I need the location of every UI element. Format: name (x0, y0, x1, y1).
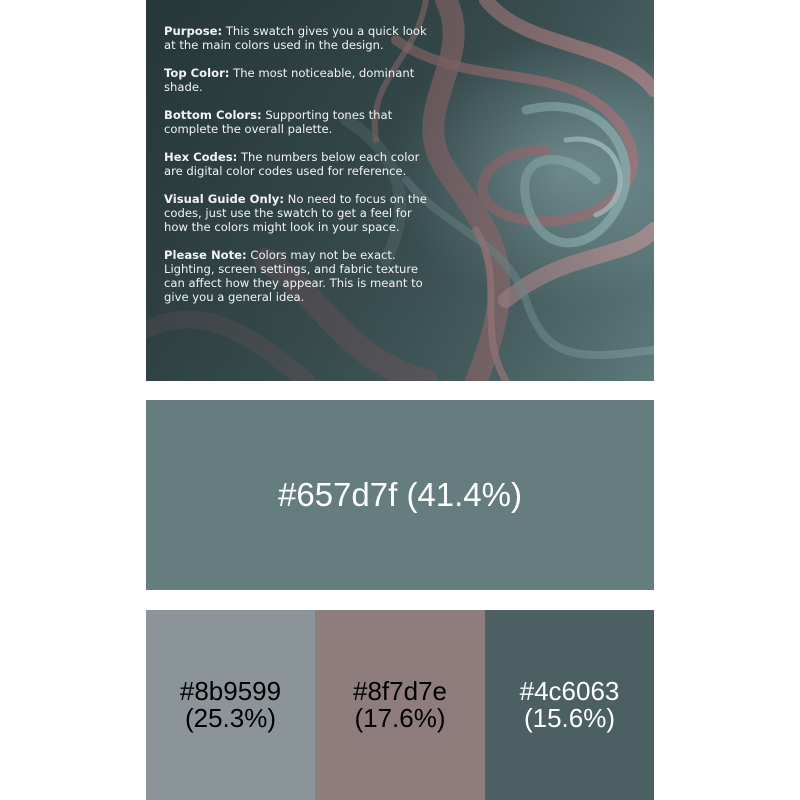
swatch-notes (164, 24, 434, 318)
swatch-percentage: (15.6%) (523, 703, 616, 733)
note-text: Supporting tones that complete the overall palette. (164, 108, 393, 136)
swatch-percentage: (25.3%) (184, 703, 277, 733)
marble-texture-panel (146, 0, 654, 381)
supporting-color-swatch-2 (315, 610, 485, 800)
swatch-hex-code: #8b9599 (179, 676, 282, 706)
note-heading: Hex Codes: (164, 150, 238, 164)
note-hex-codes (164, 150, 434, 178)
note-bottom-colors (164, 108, 434, 136)
note-text: The numbers below each color are digital color codes used for reference. (164, 150, 420, 178)
swatch-label (520, 678, 620, 732)
swatch-label (353, 678, 447, 732)
swatch-label (180, 678, 281, 732)
note-heading: Bottom Colors: (164, 108, 262, 122)
note-heading: Visual Guide Only: (164, 192, 284, 206)
supporting-color-swatch-3 (485, 610, 654, 800)
note-heading: Please Note: (164, 248, 247, 262)
note-text: Colors may not be exact. Lighting, screen settings, and fabric texture can affect how they appear. This is meant to give you a general idea. (164, 248, 423, 304)
note-purpose (164, 24, 434, 52)
dominant-color-swatch (146, 400, 654, 590)
swatch-percentage: (17.6%) (354, 703, 446, 733)
note-text: The most noticeable, dominant shade. (164, 66, 415, 94)
note-heading: Top Color: (164, 66, 230, 80)
supporting-color-swatch-1 (146, 610, 315, 800)
dominant-color-label: #657d7f (41.4%) (277, 476, 522, 513)
note-text: This swatch gives you a quick look at the main colors used in the design. (164, 24, 427, 52)
note-top-color (164, 66, 434, 94)
swatch-hex-code: #4c6063 (519, 676, 620, 706)
note-heading: Purpose: (164, 24, 223, 38)
swatch-hex-code: #8f7d7e (353, 676, 447, 706)
note-please-note (164, 248, 434, 304)
note-visual-guide (164, 192, 434, 234)
note-text: No need to focus on the codes, just use the swatch to get a feel for how the colors might look in your space. (164, 192, 427, 234)
